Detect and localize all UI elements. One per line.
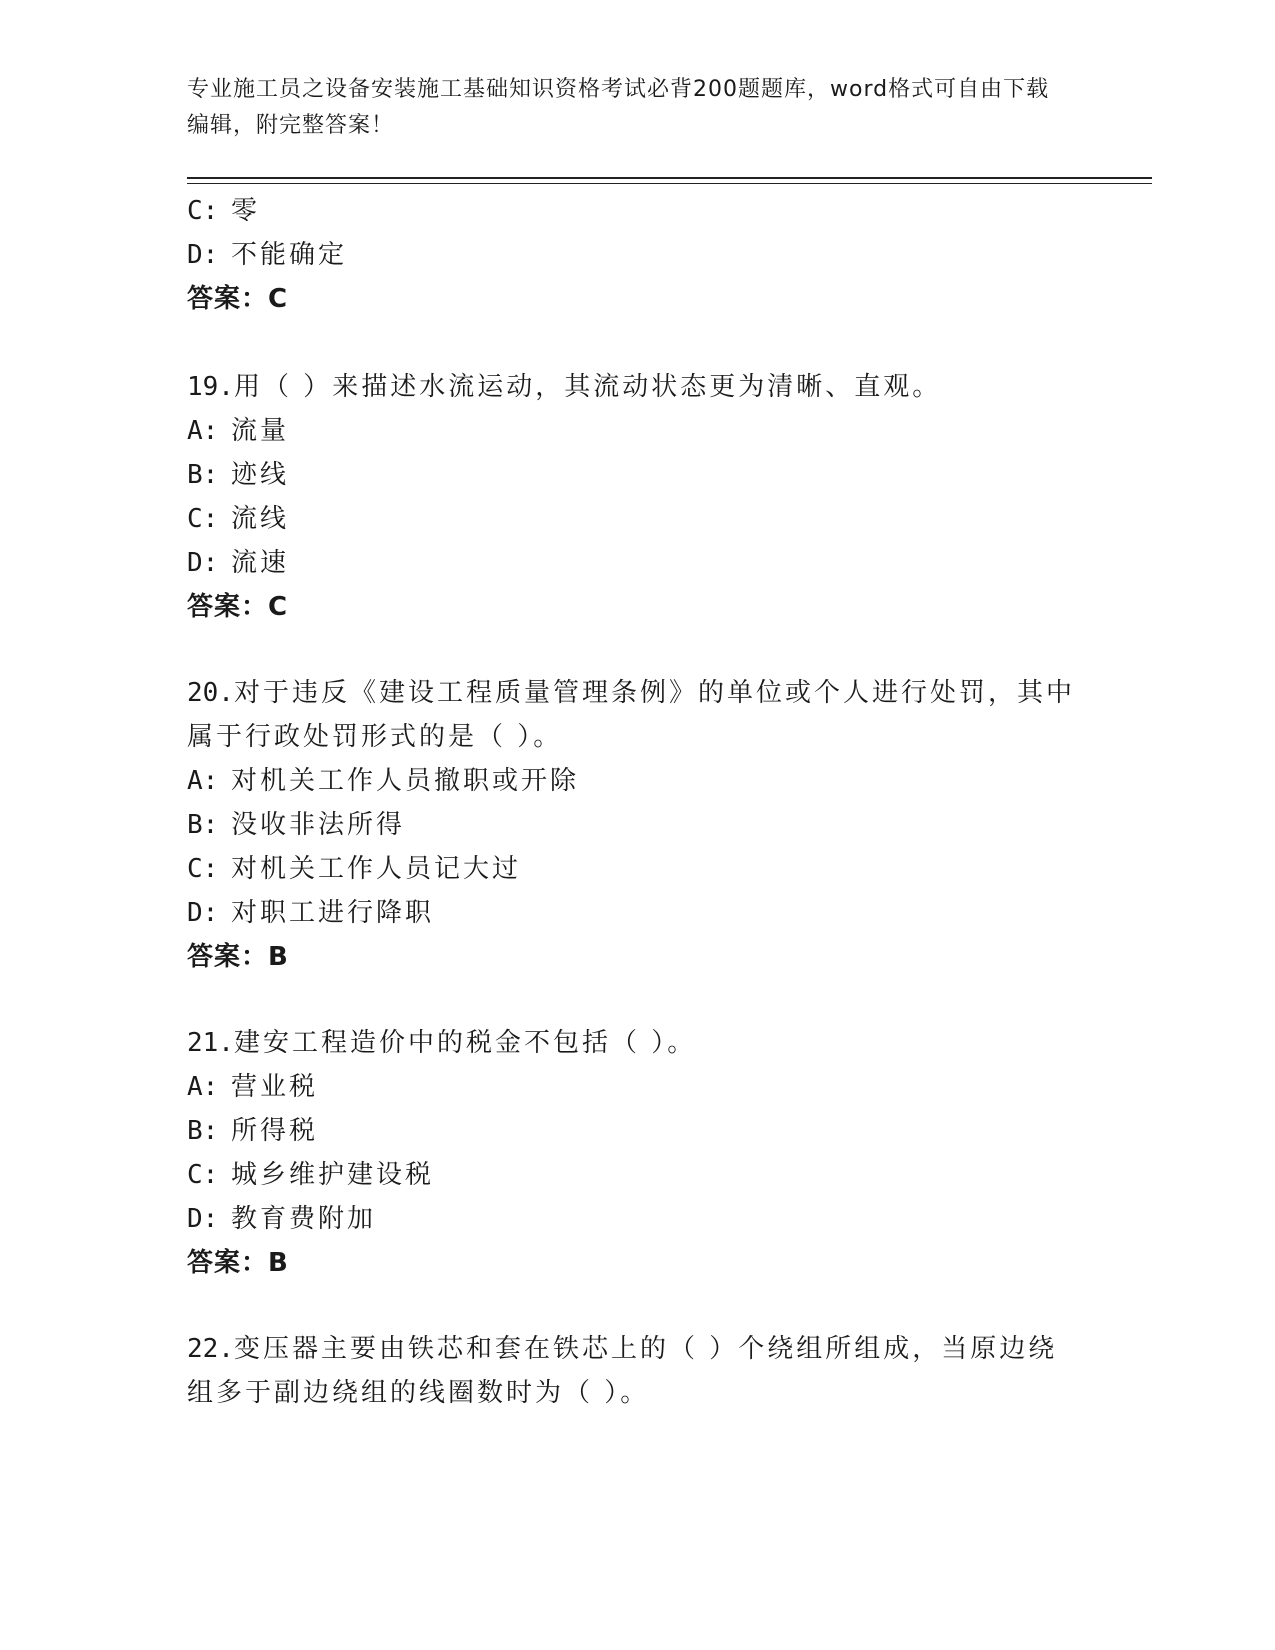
option-label: B: — [187, 1116, 219, 1146]
question-number: 22. — [187, 1334, 234, 1364]
q21-answer: 答案：B — [187, 1248, 289, 1278]
option-label: A: — [187, 416, 219, 446]
option-label: D: — [187, 240, 219, 270]
q20-option-d — [187, 892, 434, 929]
q20-answer: 答案：B — [187, 942, 289, 972]
option-text: 教育费附加 — [231, 1204, 377, 1234]
q19-option-b — [187, 454, 289, 491]
option-label: A: — [187, 1072, 219, 1102]
option-label: B: — [187, 460, 219, 490]
q21-option-a — [187, 1066, 318, 1103]
header-rule-thin — [187, 183, 1152, 184]
option-text: 对机关工作人员记大过 — [231, 854, 522, 884]
q19-stem — [187, 366, 941, 403]
question-text: 对于违反《建设工程质量管理条例》的单位或个人进行处罚，其中 — [233, 678, 1075, 708]
q21-option-d — [187, 1198, 376, 1235]
question-number: 19. — [187, 372, 234, 402]
option-text: 营业税 — [231, 1072, 319, 1102]
header-rule-thick — [187, 177, 1152, 179]
option-text: 所得税 — [231, 1116, 319, 1146]
option-text: 不能确定 — [231, 240, 348, 270]
option-text: 城乡维护建设税 — [231, 1160, 435, 1190]
q21-option-c — [187, 1154, 434, 1191]
q20-stem-line1 — [187, 672, 1075, 709]
option-text: 对职工进行降职 — [231, 898, 435, 928]
option-text: 迹线 — [231, 460, 290, 490]
option-label: A: — [187, 766, 219, 796]
q20-option-c — [187, 848, 521, 885]
q19-answer: 答案：C — [187, 592, 289, 622]
page-header: 专业施工员之设备安装施工基础知识资格考试必背200题题库，word格式可自由下载编辑，附完整答案！ — [187, 77, 1050, 138]
q20-stem-line2: 属于行政处罚形式的是（ ）。 — [187, 722, 563, 752]
option-text: 零 — [231, 196, 261, 226]
q18-option-d — [187, 234, 347, 271]
q21-stem — [187, 1022, 696, 1059]
option-text: 流量 — [231, 416, 290, 446]
q20-option-b — [187, 804, 405, 841]
option-text: 没收非法所得 — [231, 810, 406, 840]
question-text: 用（ ）来描述水流运动，其流动状态更为清晰、直观。 — [233, 372, 942, 402]
q22-stem-line1 — [187, 1328, 1057, 1365]
option-text: 对机关工作人员撤职或开除 — [231, 766, 580, 796]
option-label: C: — [187, 196, 219, 226]
option-label: C: — [187, 854, 219, 884]
option-label: D: — [187, 1204, 219, 1234]
option-label: C: — [187, 1160, 219, 1190]
question-text: 变压器主要由铁芯和套在铁芯上的（ ）个绕组所组成，当原边绕 — [233, 1334, 1058, 1364]
q19-option-c — [187, 498, 289, 535]
q22-stem-line2: 组多于副边绕组的线圈数时为（ ）。 — [187, 1378, 650, 1408]
q20-option-a — [187, 760, 579, 797]
option-text: 流线 — [231, 504, 290, 534]
q18-answer: 答案：C — [187, 284, 289, 314]
q18-option-c — [187, 190, 260, 227]
option-text: 流速 — [231, 548, 290, 578]
question-number: 20. — [187, 678, 234, 708]
option-label: D: — [187, 548, 219, 578]
option-label: B: — [187, 810, 219, 840]
option-label: C: — [187, 504, 219, 534]
option-label: D: — [187, 898, 219, 928]
q19-option-a — [187, 410, 289, 447]
question-number: 21. — [187, 1028, 234, 1058]
q21-option-b — [187, 1110, 318, 1147]
q19-option-d — [187, 542, 289, 579]
question-text: 建安工程造价中的税金不包括（ ）。 — [233, 1028, 697, 1058]
